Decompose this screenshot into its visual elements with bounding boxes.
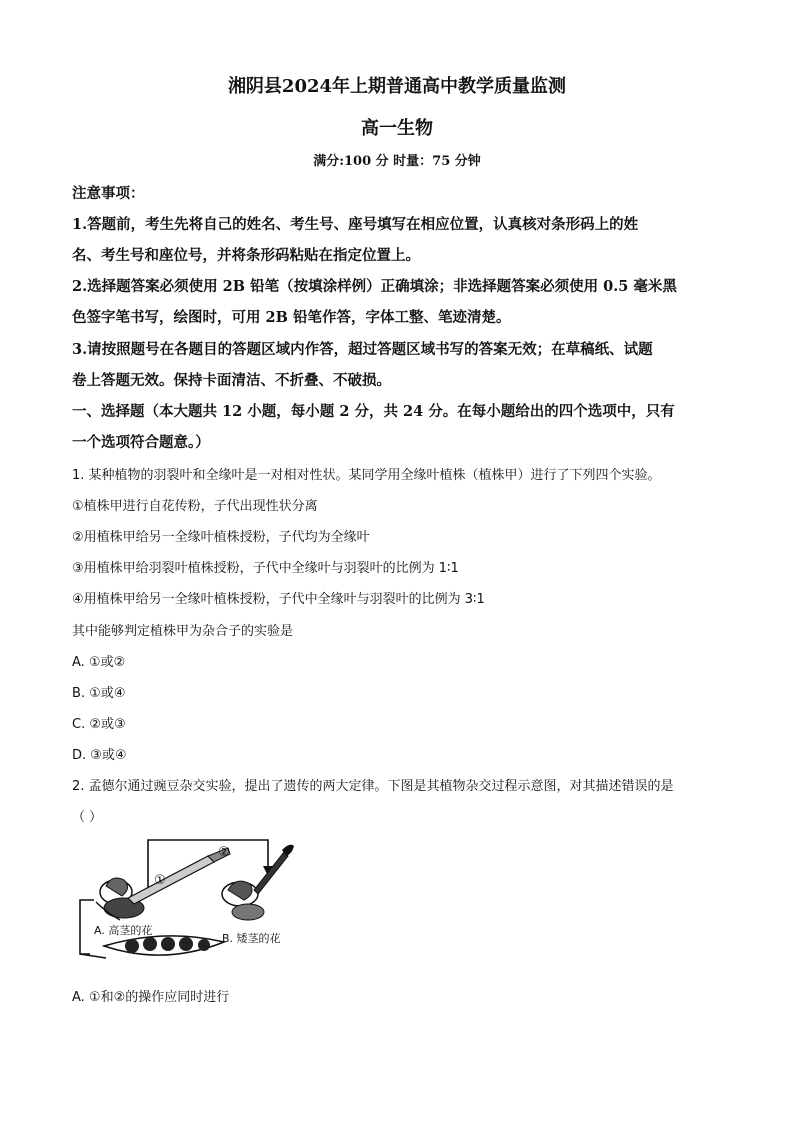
question-2-stem: 2. 孟德尔通过豌豆杂交实验，提出了遗传的两大定律。下图是其植物杂交过程示意图，对其描述错误的是 <box>72 779 674 794</box>
question-2-paren: （ ） <box>72 810 103 825</box>
notice-line: 3.请按照题号在各题目的答题区域内作答，超过答题区域书写的答案无效；在草稿纸、试题 <box>72 341 653 358</box>
tweezers-icon <box>128 848 230 904</box>
question-1-option-c: C. ②或③ <box>72 717 126 732</box>
brush-icon <box>254 845 294 894</box>
notice-line: 色签字笔书写，绘图时，可用 2B 铅笔作答，字体工整、笔迹清楚。 <box>72 309 511 326</box>
question-1-item: ①植株甲进行自花传粉，子代出现性状分离 <box>72 499 318 514</box>
connector-line <box>80 900 94 954</box>
figure-label-a: A. 高茎的花 <box>94 924 153 937</box>
question-1-item: ③用植株甲给羽裂叶植株授粉，子代中全缘叶与羽裂叶的比例为 1∶1 <box>72 561 459 576</box>
notice-line: 2.选择题答案必须使用 2B 铅笔（按填涂样例）正确填涂；非选择题答案必须使用 0.5 毫米黑 <box>72 278 677 295</box>
connector-arrow <box>80 954 106 958</box>
question-1-item: ②用植株甲给另一全缘叶植株授粉，子代均为全缘叶 <box>72 530 370 545</box>
section-heading: 一、选择题（本大题共 12 小题，每小题 2 分，共 24 分。在每小题给出的四个选项中，只有 <box>72 403 675 420</box>
question-1-option-d: D. ③或④ <box>72 748 127 763</box>
pea-cross-figure <box>68 832 298 970</box>
figure-mark-1: ① <box>154 873 166 888</box>
question-1-option-a: A. ①或② <box>72 655 126 670</box>
question-1-item: ④用植株甲给另一全缘叶植株授粉，子代中全缘叶与羽裂叶的比例为 3∶1 <box>72 592 485 607</box>
figure-label-b: B. 矮茎的花 <box>222 932 281 945</box>
question-1-option-b: B. ①或④ <box>72 686 126 701</box>
question-1-stem: 1. 某种植物的羽裂叶和全缘叶是一对相对性状。某同学用全缘叶植株（植株甲）进行了下列四个实验。 <box>72 468 661 483</box>
notice-heading: 注意事项： <box>72 185 145 202</box>
page-title: 湘阴县2024年上期普通高中教学质量监测 <box>227 76 567 97</box>
notice-line: 1.答题前，考生先将自己的姓名、考生号、座号填写在相应位置，认真核对条形码上的姓 <box>72 216 639 233</box>
section-heading: 一个选项符合题意。） <box>72 434 210 451</box>
figure-mark-2: ② <box>218 845 230 860</box>
notice-line: 名、考生号和座位号，并将条形码粘贴在指定位置上。 <box>72 247 420 264</box>
question-1-question: 其中能够判定植株甲为杂合子的实验是 <box>72 624 294 639</box>
question-2-option-a: A. ①和②的操作应同时进行 <box>72 990 230 1005</box>
pea-pod-icon <box>104 936 224 955</box>
notice-line: 卷上答题无效。保持卡面清洁、不折叠、不破损。 <box>72 372 391 389</box>
subject-title: 高一生物 <box>361 118 433 139</box>
exam-meta: 满分:100 分 时量：75 分钟 <box>313 154 481 169</box>
